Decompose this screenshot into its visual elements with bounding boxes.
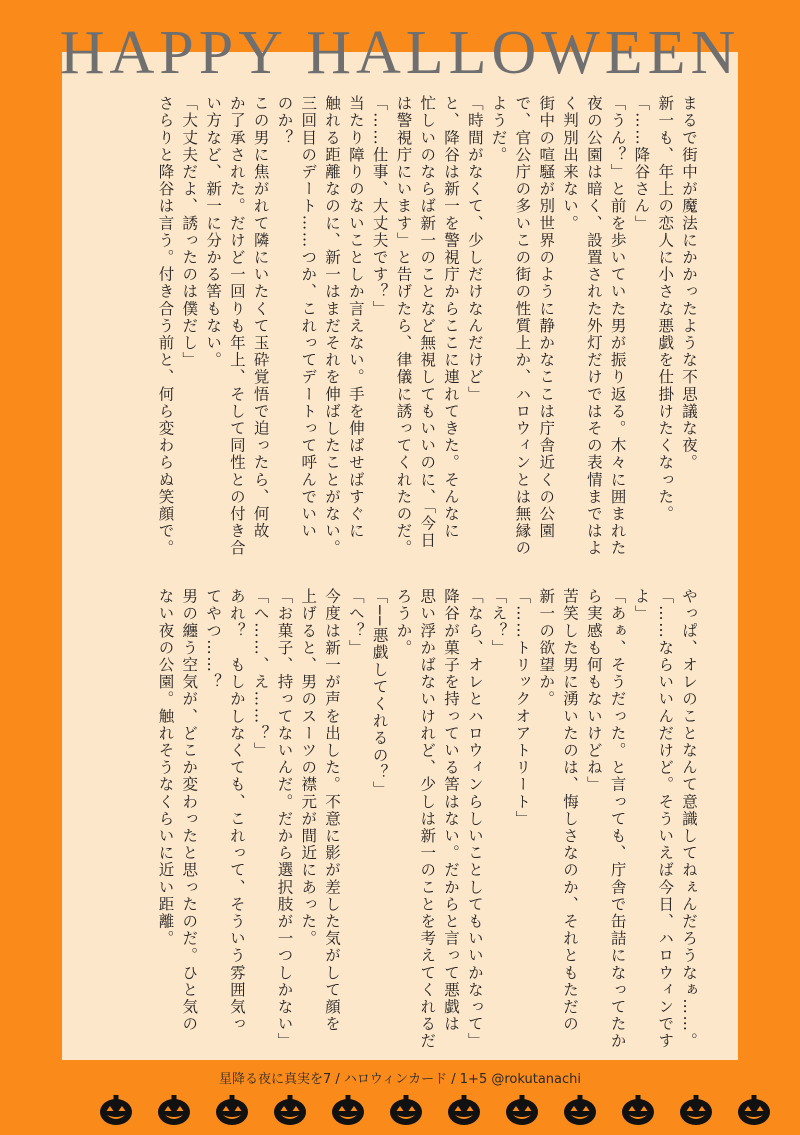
jack-o-lantern-icon bbox=[216, 1095, 248, 1125]
text-line: ようだ。 bbox=[489, 95, 508, 164]
text-line: のか？ bbox=[275, 95, 294, 147]
text-line: 「へ？」 bbox=[346, 588, 365, 657]
text-line: で、官公庁の多いこの街の性質上か、ハロウィンとは無縁の bbox=[513, 95, 532, 557]
text-line: さらりと降谷は言う。付き合う前と、何ら変わらぬ笑顔で。 bbox=[156, 95, 175, 557]
jack-o-lantern-icon bbox=[100, 1095, 132, 1125]
text-line: 「……降谷さん」 bbox=[632, 95, 651, 232]
text-line: 「……ならいいんだけど。そういえば今日、ハロウィンです bbox=[656, 588, 675, 1050]
footer-credit: 星降る夜に真実を7 / ハロウィンカード / 1+5 @rokutanachi bbox=[219, 1072, 581, 1087]
jack-o-lantern-icon bbox=[622, 1095, 654, 1125]
jack-o-lantern-icon bbox=[564, 1095, 596, 1125]
text-line: ろうか。 bbox=[394, 588, 413, 657]
text-line: 思い浮かばないけれど、少しは新一のことを考えてくれるだ bbox=[418, 588, 437, 1050]
text-line: 男の纏う空気が、どこか変わったと思ったのだ。ひと気の bbox=[180, 588, 199, 1033]
text-line: い方など、新一に分かる筈もない。 bbox=[204, 95, 223, 369]
pumpkin-border bbox=[0, 1090, 800, 1130]
text-line: 新一も、年上の恋人に小さな悪戯を仕掛けたくなった。 bbox=[656, 95, 675, 523]
text-line: 街中の喧騒が別世界のように静かなここは庁舎近くの公園 bbox=[537, 95, 556, 540]
jack-o-lantern-icon bbox=[158, 1095, 190, 1125]
text-line: 夜の公園は暗く、設置された外灯だけではその表情まではよ bbox=[584, 95, 603, 557]
page-title: HAPPY HALLOWEEN bbox=[59, 19, 741, 87]
story-text-top bbox=[110, 95, 700, 565]
story-text-bottom bbox=[110, 588, 700, 1058]
text-line: ら実感も何もないけどね」 bbox=[584, 588, 603, 794]
jack-o-lantern-icon bbox=[448, 1095, 480, 1125]
text-line: 今度は新一が声を出した。不意に影が差した気がして顔を bbox=[323, 588, 342, 1033]
text-line: ない夜の公園。触れそうなくらいに近い距離。 bbox=[156, 588, 175, 948]
text-line: 苦笑した男に湧いたのは、悔しさなのか、それともただの bbox=[561, 588, 580, 1033]
text-line: 「へ……、え……？」 bbox=[251, 588, 270, 759]
text-line: あれ？ もしかしなくても、これって、そういう雰囲気っ bbox=[227, 588, 246, 1033]
jack-o-lantern-icon bbox=[680, 1095, 712, 1125]
text-line: 当たり障りのないことしか言えない。手を伸ばせばすぐに bbox=[346, 95, 365, 540]
text-line: 「あぁ、そうだった。と言っても、庁舎で缶詰になってたか bbox=[608, 588, 627, 1050]
text-line: 「──悪戯してくれるの？」 bbox=[370, 588, 389, 798]
text-line: よ」 bbox=[632, 588, 651, 623]
text-line: 「うん？」と前を歩いていた男が振り返る。木々に囲まれた bbox=[608, 95, 627, 557]
text-line: この男に焦がれて隣にいたくて玉砕覚悟で迫ったら、何故 bbox=[251, 95, 270, 540]
jack-o-lantern-icon bbox=[274, 1095, 306, 1125]
text-line: やっぱ、オレのことなんて意識してねぇんだろうなぁ……。 bbox=[680, 588, 698, 1050]
text-line: 三回目のデート……つか、これってデートって呼んでいい bbox=[299, 95, 318, 540]
text-line: 「時間がなくて、少しだけなんだけど」 bbox=[465, 95, 484, 403]
text-line: 「お菓子、持ってないんだ。だから選択肢が一つしかない」 bbox=[275, 588, 294, 1050]
jack-o-lantern-icon bbox=[738, 1095, 770, 1125]
text-line: く判別出来ない。 bbox=[561, 95, 580, 232]
text-line: 降谷が菓子を持っている筈はない。だからと言って悪戯は bbox=[442, 588, 461, 1033]
text-line: と、降谷は新一を警視庁からここに連れてきた。そんなに bbox=[442, 95, 461, 540]
text-line: 「大丈夫だよ、誘ったのは僕だし」 bbox=[180, 95, 199, 369]
text-line: は警視庁にいます」と告げたら、律儀に誘ってくれたのだ。 bbox=[394, 95, 413, 557]
text-line: 上げると、男のスーツの襟元が間近にあった。 bbox=[299, 588, 318, 948]
jack-o-lantern-icon bbox=[506, 1095, 538, 1125]
text-line: 「え？」 bbox=[489, 588, 508, 657]
text-line: まるで街中が魔法にかかったような不思議な夜。 bbox=[680, 95, 698, 472]
jack-o-lantern-icon bbox=[390, 1095, 422, 1125]
jack-o-lantern-icon bbox=[332, 1095, 364, 1125]
text-line: 忙しいのならば新一のことなど無視してもいいのに、「今日 bbox=[418, 95, 437, 549]
text-line: てやつ……？ bbox=[204, 588, 223, 691]
text-line: 「……仕事、大丈夫です？」 bbox=[370, 95, 389, 318]
text-line: か了承された。だけど一回りも年上、そして同性との付き合 bbox=[227, 95, 246, 557]
text-line: 新一の欲望か。 bbox=[537, 588, 556, 708]
text-line: 触れる距離なのに、新一はまだそれを伸ばしたことがない。 bbox=[323, 95, 342, 557]
text-line: 「……トリックオアトリート」 bbox=[513, 588, 532, 828]
text-line: 「なら、オレとハロウィンらしいことしてもいいかなって」 bbox=[465, 588, 484, 1050]
